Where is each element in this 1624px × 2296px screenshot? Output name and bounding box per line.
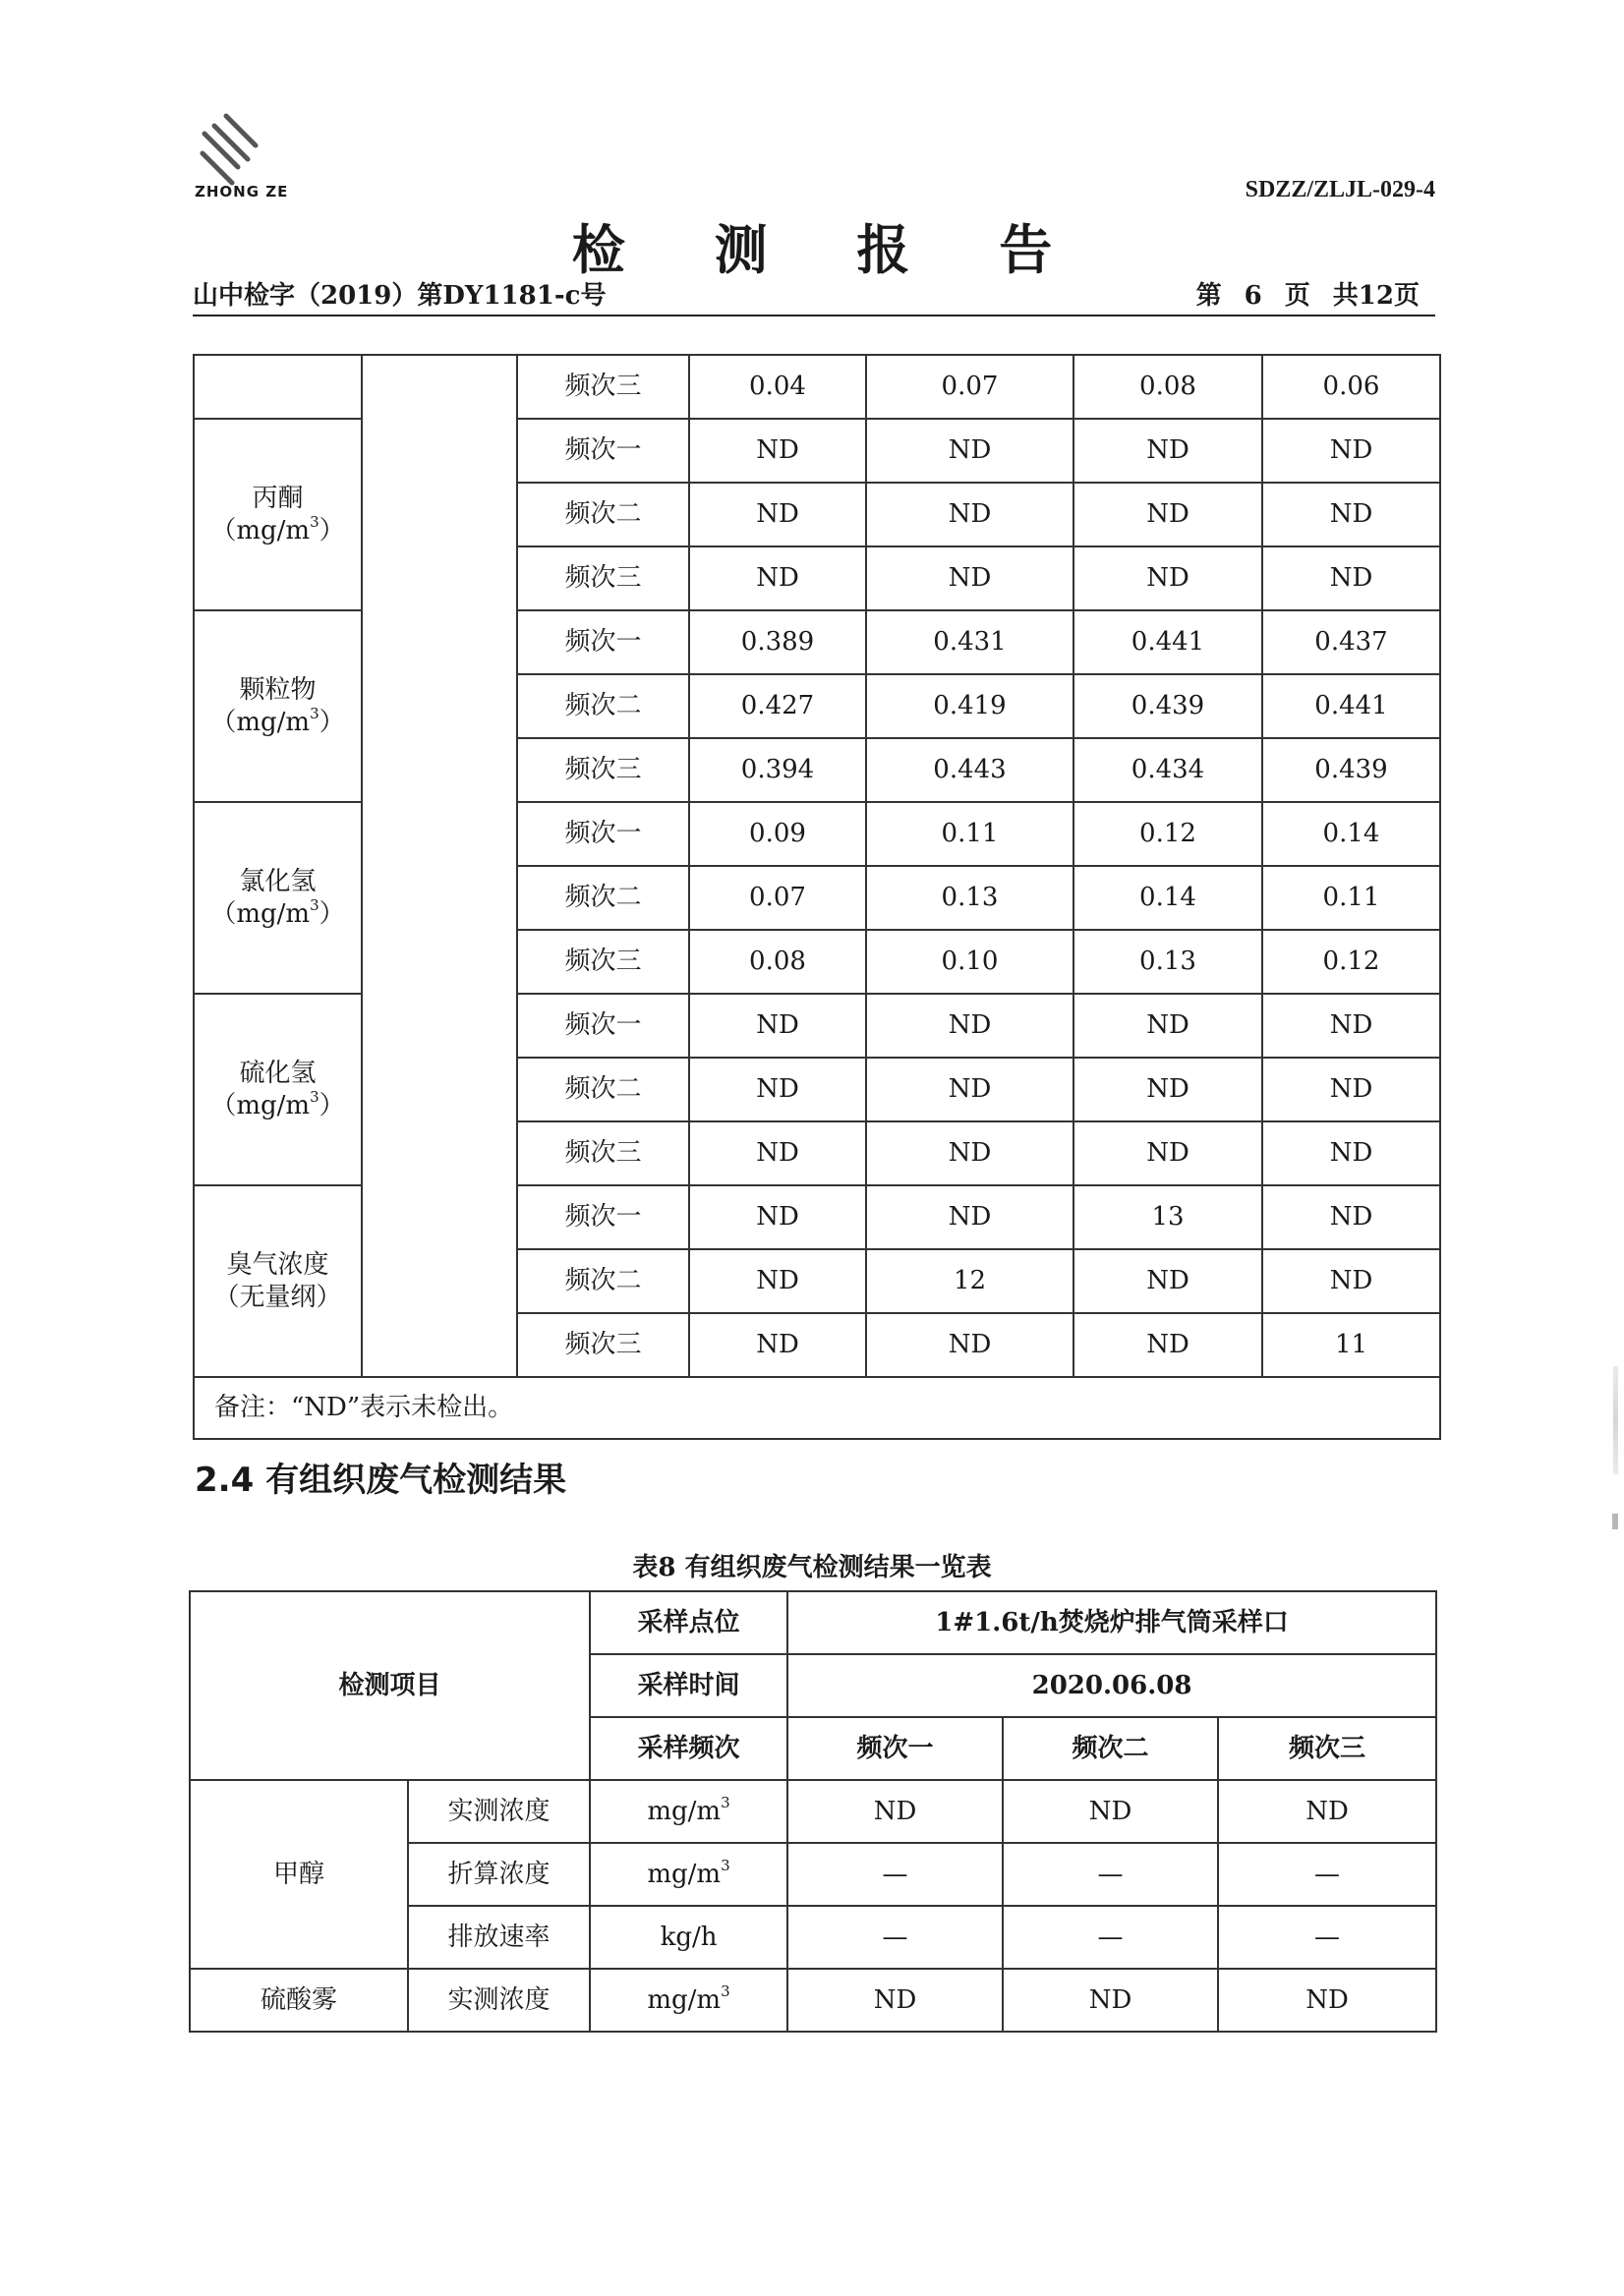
item-name: 硫化氢 — [239, 1059, 317, 1088]
value-cell: ND — [866, 994, 1073, 1058]
value-cell: ND — [689, 1249, 866, 1313]
value-cell: — — [1003, 1906, 1218, 1969]
item-unit: $(mg/m^3)$ — [210, 895, 345, 929]
metric-cell: 折算浓度 — [408, 1843, 590, 1906]
value-cell: ND — [1262, 546, 1440, 610]
unit-cell: $mg/m^3$ — [590, 1843, 787, 1906]
unit-cell: $mg/m^3$ — [590, 1780, 787, 1843]
value-cell: ND — [1003, 1969, 1218, 2032]
time-label: 采样时间 — [590, 1654, 787, 1717]
value-cell: ND — [689, 1185, 866, 1249]
item-cell-blank — [194, 355, 362, 419]
value-cell: ND — [1073, 1313, 1262, 1377]
value-cell: 0.389 — [689, 610, 866, 674]
value-cell: ND — [1262, 994, 1440, 1058]
item-unit: $(mg/m^3)$ — [210, 512, 345, 545]
freq-cell: 频次二 — [517, 1249, 689, 1313]
freq-cell: 频次一 — [517, 1185, 689, 1249]
site-value: 1#1.6t/h焚烧炉排气筒采样口 — [787, 1591, 1436, 1654]
item-name: 丙酮 — [252, 484, 304, 513]
value-cell: ND — [1073, 1249, 1262, 1313]
value-cell: 0.08 — [689, 930, 866, 994]
freq-cell: 频次一 — [517, 419, 689, 483]
item-name-cell: 甲醇 — [190, 1780, 408, 1969]
value-cell: ND — [1218, 1969, 1436, 2032]
value-cell: 0.14 — [1262, 802, 1440, 866]
item-name-cell — [194, 802, 362, 994]
value-cell: ND — [1003, 1780, 1218, 1843]
item-name: 氯化氢 — [239, 867, 317, 896]
value-cell: — — [787, 1906, 1003, 1969]
value-cell: 0.441 — [1262, 674, 1440, 738]
value-cell: ND — [689, 1313, 866, 1377]
value-cell: 0.12 — [1073, 802, 1262, 866]
metric-cell: 实测浓度 — [408, 1969, 590, 2032]
value-cell: 0.431 — [866, 610, 1073, 674]
value-cell: 0.06 — [1262, 355, 1440, 419]
value-cell: 0.443 — [866, 738, 1073, 802]
document-code: SDZZ/ZLJL-029-4 — [1245, 177, 1435, 202]
value-cell: ND — [866, 1313, 1073, 1377]
value-cell: ND — [866, 1185, 1073, 1249]
value-cell: 11 — [1262, 1313, 1440, 1377]
value-cell: 0.394 — [689, 738, 866, 802]
freq-cell: 频次三 — [517, 930, 689, 994]
scan-artifact — [1612, 1514, 1618, 1529]
item-unit: $(mg/m^3)$ — [210, 1087, 345, 1120]
value-cell: ND — [1218, 1780, 1436, 1843]
freq-header: 频次一 — [787, 1717, 1003, 1780]
site-cell-blank — [362, 355, 517, 1377]
value-cell: 0.13 — [1073, 930, 1262, 994]
value-cell: 0.439 — [1262, 738, 1440, 802]
report-number: 山中检字（2019）第DY1181-c号 — [193, 281, 607, 311]
section-heading: 2.4 有组织废气检测结果 — [195, 1461, 567, 1500]
results-table-continued — [193, 354, 1441, 1440]
freq-cell: 频次三 — [517, 355, 689, 419]
item-name-cell — [194, 1185, 362, 1377]
unit-cell: $mg/m^3$ — [590, 1969, 787, 2032]
value-cell: 12 — [866, 1249, 1073, 1313]
freq-header: 频次二 — [1003, 1717, 1218, 1780]
value-cell: ND — [787, 1969, 1003, 2032]
value-cell: 0.439 — [1073, 674, 1262, 738]
value-cell: ND — [866, 419, 1073, 483]
freq-cell: 频次一 — [517, 802, 689, 866]
freq-header: 频次三 — [1218, 1717, 1436, 1780]
scan-artifact — [1613, 1366, 1618, 1474]
table-row — [190, 1780, 1436, 1843]
value-cell: — — [1218, 1843, 1436, 1906]
value-cell: 0.437 — [1262, 610, 1440, 674]
value-cell: ND — [689, 1058, 866, 1121]
value-cell: ND — [787, 1780, 1003, 1843]
value-cell: ND — [1073, 546, 1262, 610]
value-cell: ND — [1262, 483, 1440, 546]
value-cell: ND — [1262, 1185, 1440, 1249]
value-cell: 0.09 — [689, 802, 866, 866]
item-name-cell — [194, 994, 362, 1185]
metric-cell: 实测浓度 — [408, 1780, 590, 1843]
time-value: 2020.06.08 — [787, 1654, 1436, 1717]
page-title: 检 测 报 告 — [571, 218, 1088, 281]
value-cell: 0.419 — [866, 674, 1073, 738]
value-cell: — — [1218, 1906, 1436, 1969]
value-cell: ND — [689, 994, 866, 1058]
table-note-row — [194, 1377, 1440, 1439]
item-unit: $(mg/m^3)$ — [210, 704, 345, 737]
item-unit: （无量纲） — [213, 1282, 342, 1312]
value-cell: ND — [866, 546, 1073, 610]
freq-cell: 频次三 — [517, 1121, 689, 1185]
item-name: 臭气浓度 — [226, 1250, 329, 1280]
freq-cell: 频次二 — [517, 674, 689, 738]
freq-cell: 频次一 — [517, 610, 689, 674]
value-cell: ND — [1262, 1058, 1440, 1121]
value-cell: ND — [689, 546, 866, 610]
report-subheader — [193, 275, 1435, 316]
value-cell: ND — [689, 1121, 866, 1185]
item-header: 检测项目 — [190, 1591, 590, 1780]
value-cell: 0.434 — [1073, 738, 1262, 802]
value-cell: — — [787, 1843, 1003, 1906]
table-row — [190, 1591, 1436, 1654]
table-note: 备注：“ND”表示未检出。 — [194, 1377, 1440, 1439]
freq-cell: 频次二 — [517, 1058, 689, 1121]
value-cell: 0.11 — [866, 802, 1073, 866]
value-cell: ND — [1262, 419, 1440, 483]
freq-cell: 频次二 — [517, 483, 689, 546]
value-cell: ND — [1262, 1121, 1440, 1185]
value-cell: 0.10 — [866, 930, 1073, 994]
value-cell: — — [1003, 1843, 1218, 1906]
value-cell: 0.07 — [689, 866, 866, 930]
table-caption: 表8 有组织废气检测结果一览表 — [632, 1553, 992, 1582]
freq-cell: 频次三 — [517, 1313, 689, 1377]
value-cell: 0.441 — [1073, 610, 1262, 674]
table-row — [194, 355, 1440, 419]
value-cell: 0.13 — [866, 866, 1073, 930]
value-cell: 13 — [1073, 1185, 1262, 1249]
value-cell: ND — [1073, 483, 1262, 546]
value-cell: 0.04 — [689, 355, 866, 419]
freq-cell: 频次三 — [517, 546, 689, 610]
value-cell: ND — [1262, 1249, 1440, 1313]
value-cell: 0.07 — [866, 355, 1073, 419]
organized-exhaust-table — [189, 1590, 1437, 2033]
item-name: 颗粒物 — [239, 675, 317, 705]
value-cell: 0.14 — [1073, 866, 1262, 930]
metric-cell: 排放速率 — [408, 1906, 590, 1969]
value-cell: ND — [1073, 419, 1262, 483]
value-cell: ND — [1073, 1058, 1262, 1121]
value-cell: ND — [866, 1121, 1073, 1185]
value-cell: ND — [866, 1058, 1073, 1121]
value-cell: ND — [689, 483, 866, 546]
item-name-cell: 硫酸雾 — [190, 1969, 408, 2032]
freq-cell: 频次二 — [517, 866, 689, 930]
table-row — [190, 1969, 1436, 2032]
value-cell: 0.08 — [1073, 355, 1262, 419]
page-info: 第 6 页 共12页 — [1195, 281, 1420, 311]
logo-text: ZHONG ZE — [195, 183, 289, 201]
value-cell: ND — [1073, 1121, 1262, 1185]
value-cell: 0.12 — [1262, 930, 1440, 994]
value-cell: ND — [1073, 994, 1262, 1058]
unit-cell: kg/h — [590, 1906, 787, 1969]
item-name-cell — [194, 610, 362, 802]
freq-label: 采样频次 — [590, 1717, 787, 1780]
freq-cell: 频次一 — [517, 994, 689, 1058]
item-name-cell — [194, 419, 362, 610]
value-cell: 0.427 — [689, 674, 866, 738]
freq-cell: 频次三 — [517, 738, 689, 802]
value-cell: 0.11 — [1262, 866, 1440, 930]
value-cell: ND — [866, 483, 1073, 546]
site-label: 采样点位 — [590, 1591, 787, 1654]
value-cell: ND — [689, 419, 866, 483]
